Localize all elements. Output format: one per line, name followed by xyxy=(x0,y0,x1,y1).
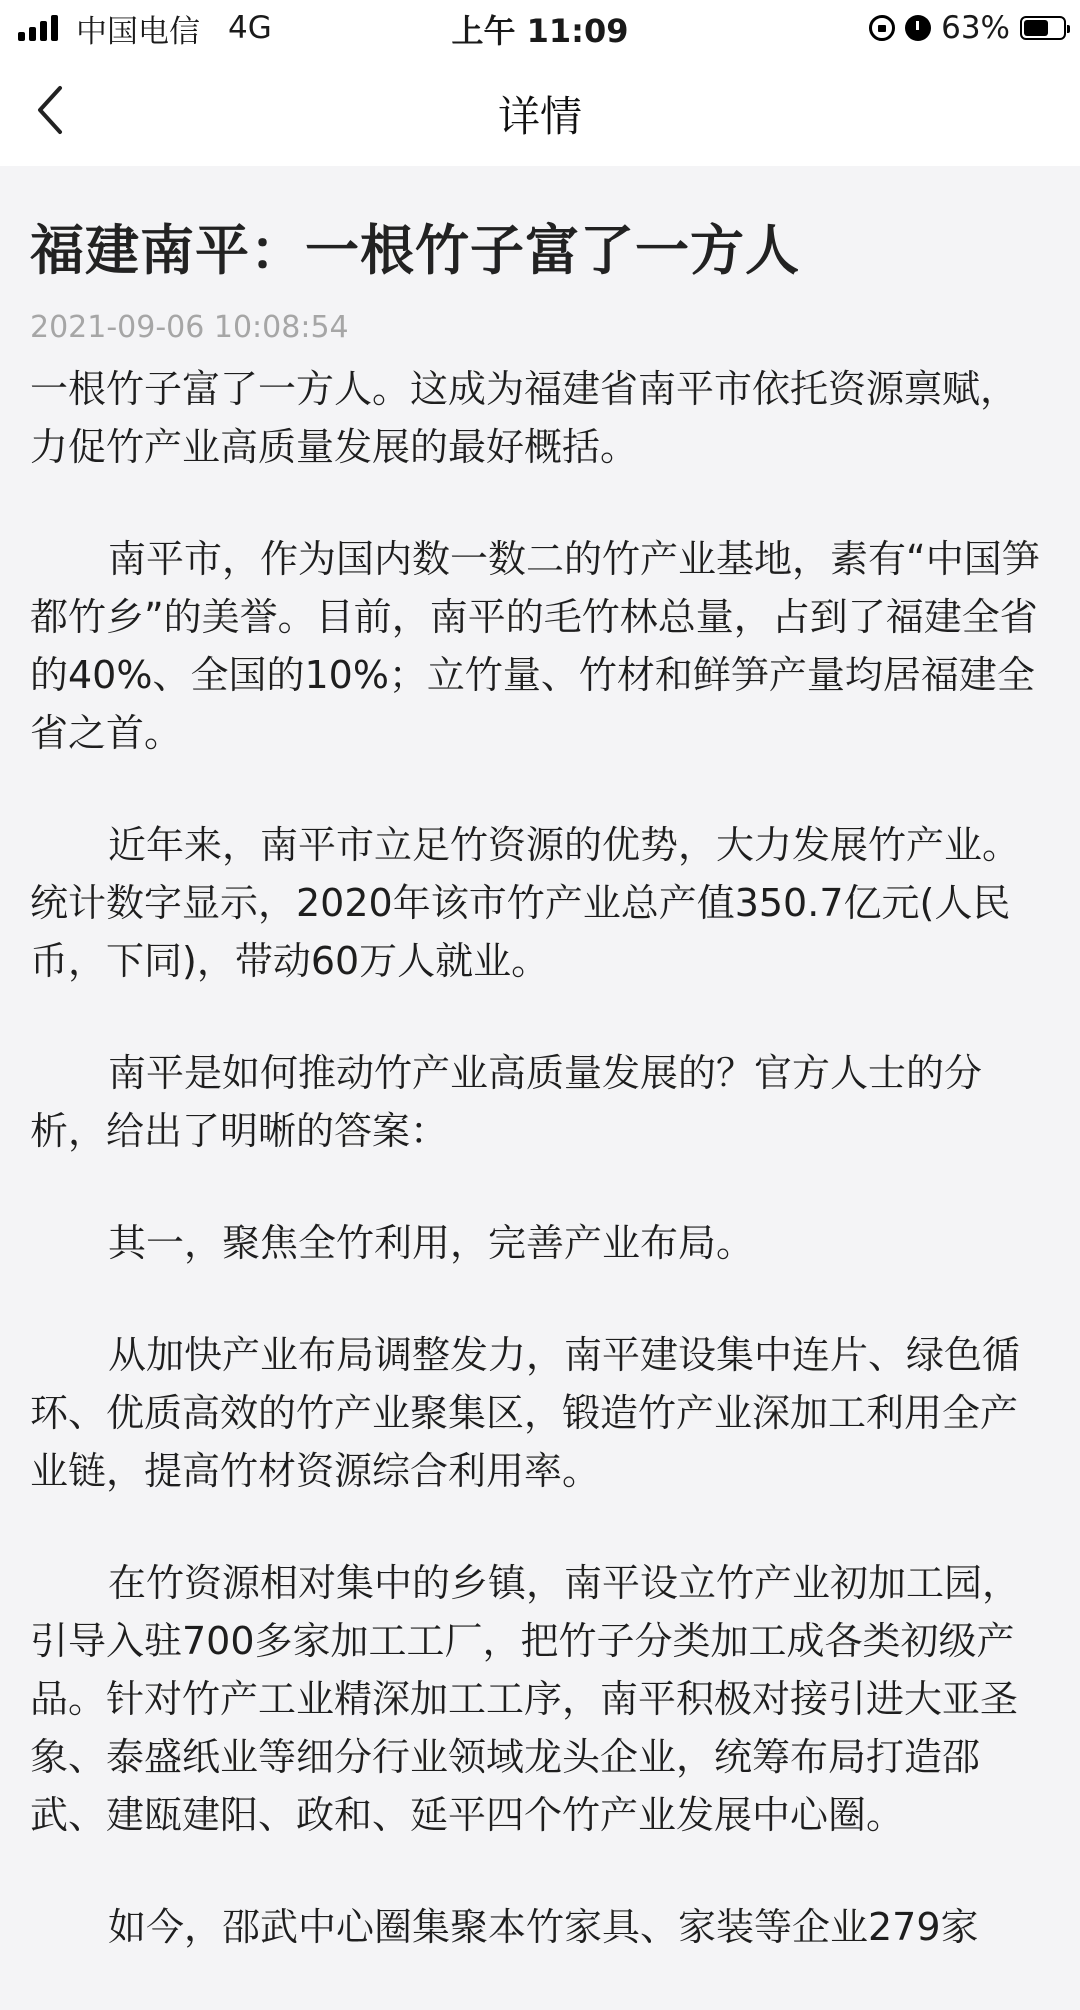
article-title: 福建南平：一根竹子富了一方人 xyxy=(30,219,800,282)
article-paragraph: 从加快产业布局调整发力，南平建设集中连片、绿色循环、优质高效的竹产业聚集区，锻造竹产业深加工利用全产业链，提高竹材资源综合利用率。 xyxy=(30,1333,1021,1493)
page-title: 详情 xyxy=(497,92,582,141)
article-content xyxy=(30,166,1050,2010)
status-right xyxy=(869,8,1066,48)
article-paragraph: 其一，聚焦全竹利用，完善产业布局。 xyxy=(108,1221,755,1265)
network-type: 4G xyxy=(228,10,272,46)
carrier-label: 中国电信 xyxy=(76,13,200,50)
alarm-icon xyxy=(905,15,931,41)
navigation-bar xyxy=(0,56,1080,166)
status-bar xyxy=(0,0,1080,56)
article-date: 2021-09-06 10:08:54 xyxy=(30,310,349,345)
battery-level xyxy=(1024,20,1048,36)
status-time: 上午 11:09 xyxy=(451,12,629,50)
article-paragraph: 南平是如何推动竹产业高质量发展的？官方人士的分析，给出了明晰的答案： xyxy=(30,1051,983,1153)
article-paragraph: 一根竹子富了一方人。这成为福建省南平市依托资源禀赋，力促竹产业高质量发展的最好概括。 xyxy=(30,367,1019,469)
rotation-lock-icon xyxy=(869,15,895,41)
article-paragraph: 南平市，作为国内数一数二的竹产业基地，素有“中国笋都竹乡”的美誉。目前，南平的毛竹林总量，占到了福建全省的40%、全国的10%；立竹量、竹材和鲜笋产量均居福建全省之首。 xyxy=(30,537,1040,755)
article-paragraph: 近年来，南平市立足竹资源的优势，大力发展竹产业。统计数字显示，2020年该市竹产业总产值350.7亿元(人民币，下同)，带动60万人就业。 xyxy=(30,823,1021,983)
article-paragraph: 在竹资源相对集中的乡镇，南平设立竹产业初加工园，引导入驻700多家加工工厂，把竹子分类加工成各类初级产品。针对竹产工业精深加工工序，南平积极对接引进大亚圣象、泰盛纸业等细分行业领域龙头企业，统筹布局打造邵武、建瓯建阳、政和、延平四个竹产业发展中心圈。 xyxy=(30,1561,1021,1837)
article-paragraph: 如今，邵武中心圈集聚本竹家具、家装等企业279家 xyxy=(108,1905,979,1949)
battery-percent: 63% xyxy=(941,10,1010,46)
battery-icon xyxy=(1020,16,1066,40)
article-body xyxy=(30,360,1050,1956)
